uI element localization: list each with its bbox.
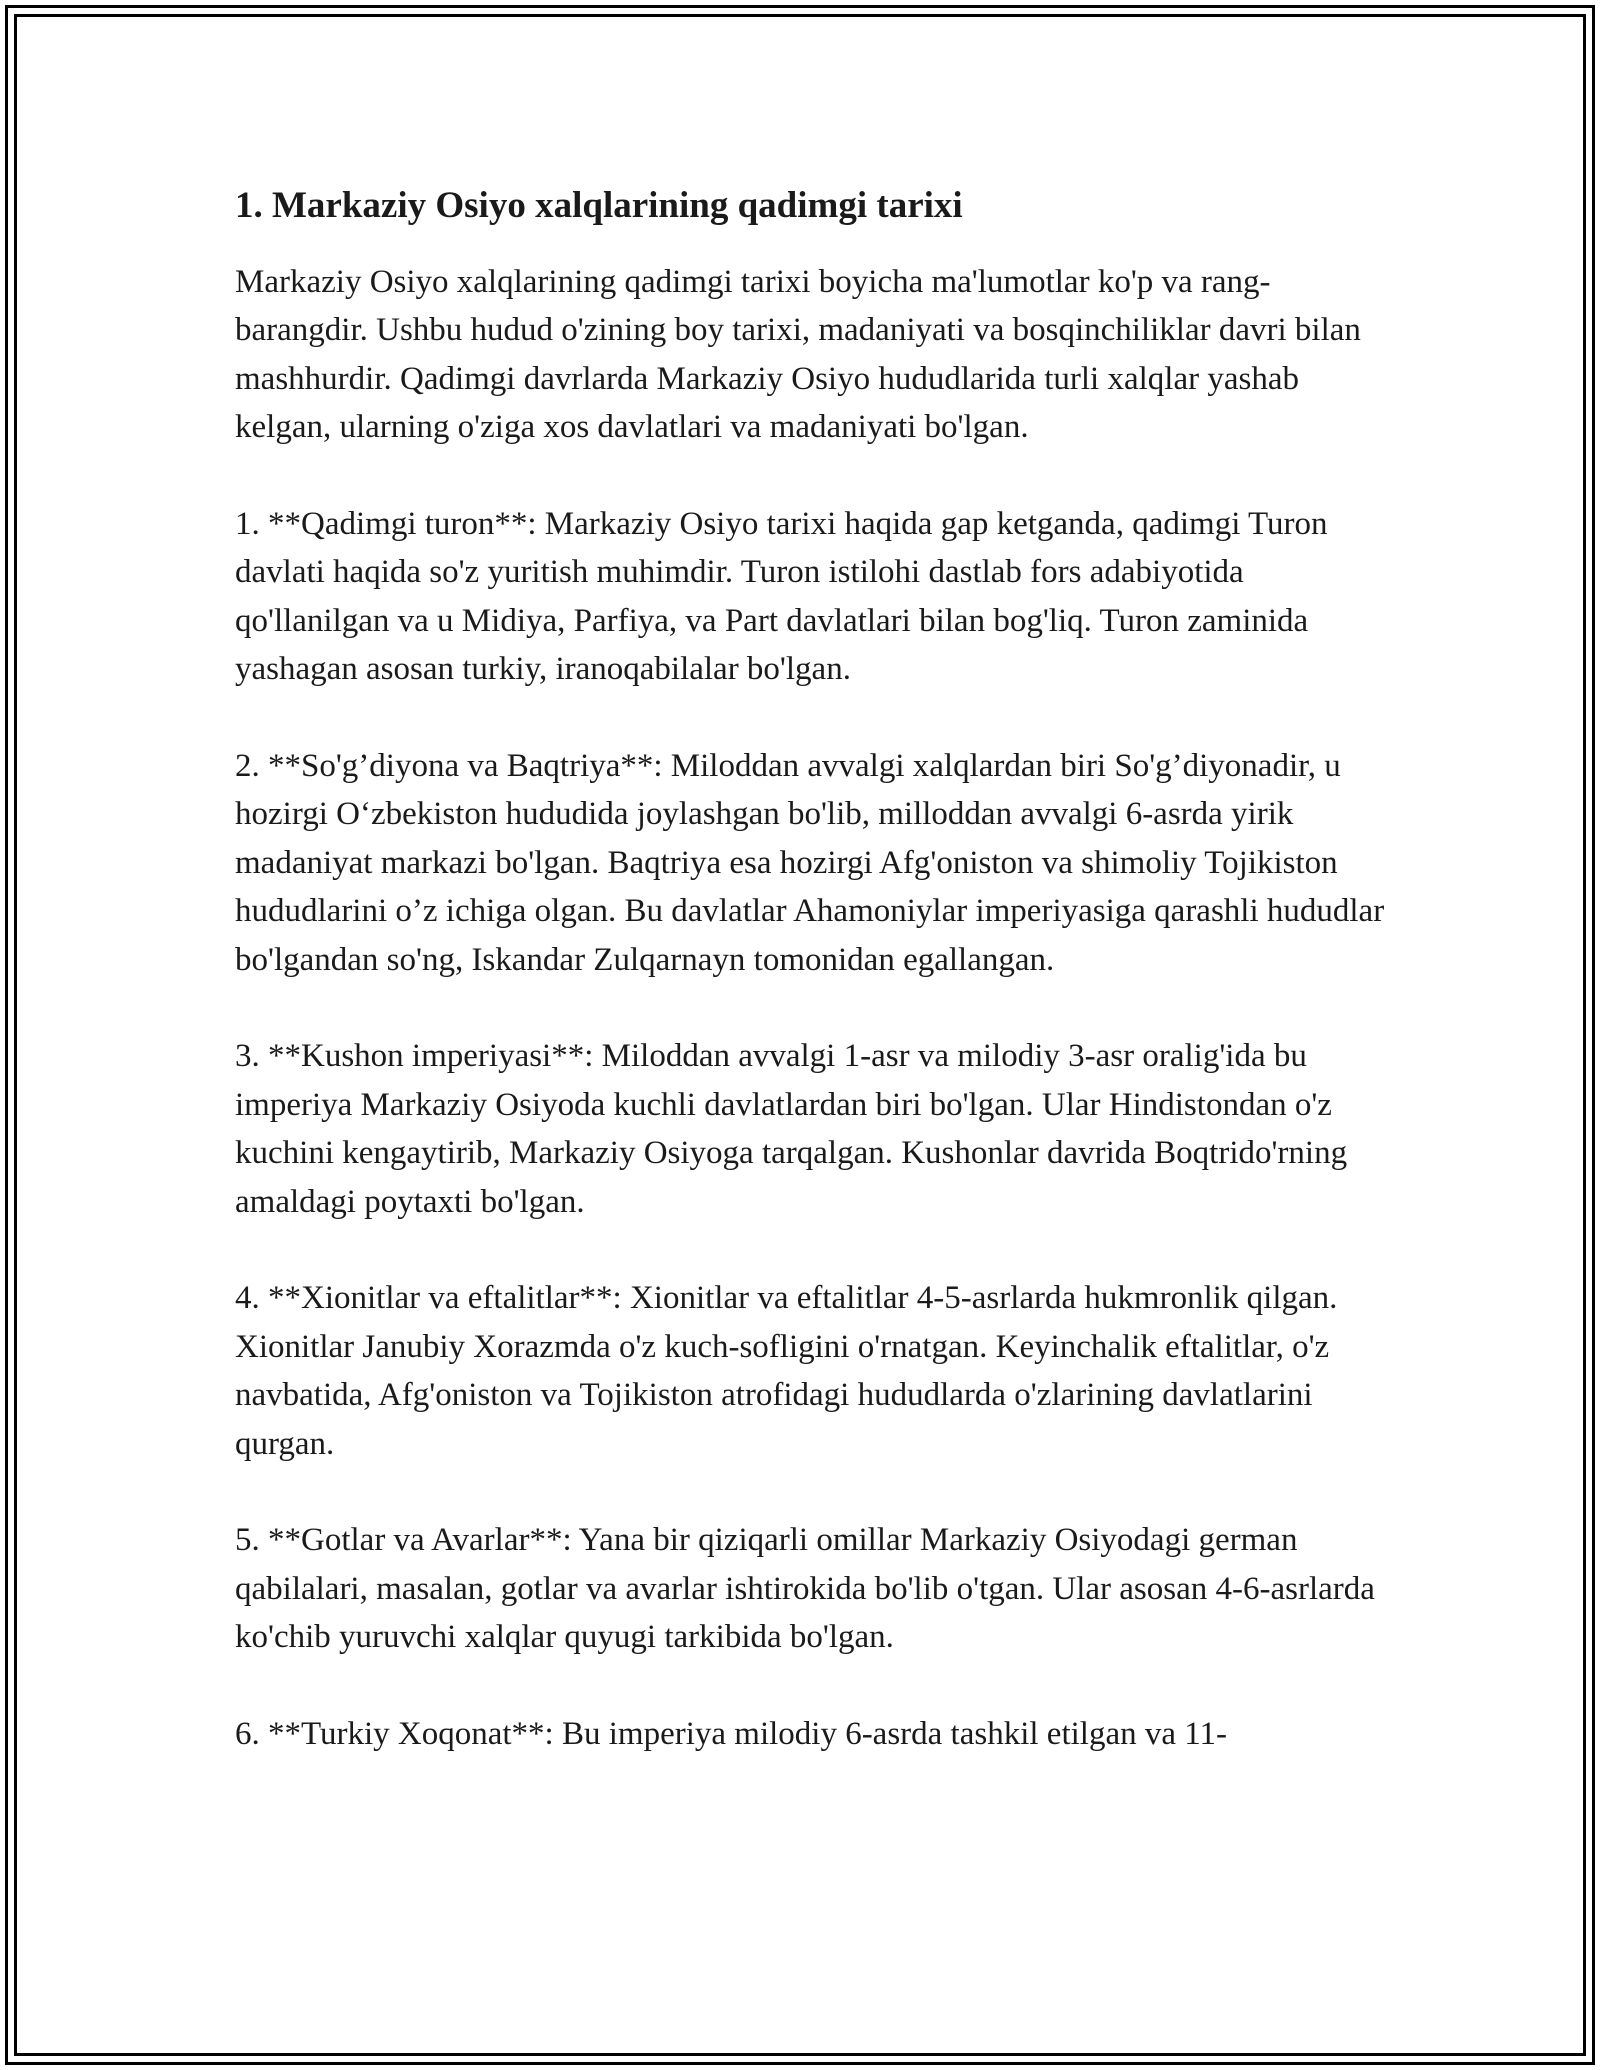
section-sogdiyona-baqtriya: 2. **So'g’diyona va Baqtriya**: Miloddan avvalgi xalqlardan biri So'g’diyonadir, u hozirgi O‘zbekiston hududida joylashgan bo'lib, milloddan avvalgi 6-asrda yirik madaniyat markazi bo'lgan. Baqtriya esa hozirgi Afg'oniston va shimoliy Tojikiston hududlarini o’z ichiga olgan. Bu davlatlar Ahamoniylar imperiyasiga qarashli hududlar bo'lgandan so'ng, Iskandar Zulqarnayn tomonidan egallangan. [235,747,1385,978]
section-turkiy-xoqonat: 6. **Turkiy Xoqonat**: Bu imperiya milodiy 6-asrda tashkil etilgan va 11- [235,1715,1228,1752]
section-xionitlar-eftalitlar: 4. **Xionitlar va eftalitlar**: Xionitlar va eftalitlar 4-5-asrlarda hukmronlik qilgan. Xionitlar Janubiy Xorazmda o'z kuch-sofligini o'rnatgan. Keyinchalik eftalitlar, o'z navbatida, Afg'oniston va Tojikiston atrofidagi hududlarda o'zlarining davlatlarini qurgan. [235,1280,1338,1462]
section-gotlar-avarlar: 5. **Gotlar va Avarlar**: Yana bir qiziqarli omillar Markaziy Osiyodagi german qabilalari, masalan, gotlar va avarlar ishtirokida bo'lib o'tgan. Ular asosan 4-6-asrlarda ko'chib yuruvchi xalqlar quyugi tarkibida bo'lgan. [235,1522,1375,1656]
section-qadimgi-turon: 1. **Qadimgi turon**: Markaziy Osiyo tarixi haqida gap ketganda, qadimgi Turon davlati haqida so'z yuritish muhimdir. Turon istilohi dastlab fors adabiyotida qo'llanilgan va u Midiya, Parfiya, va Part davlatlari bilan bog'liq. Turon zaminida yashagan asosan turkiy, iranoqabilalar bo'lgan. [235,505,1328,688]
document-page [235,180,1385,1758]
section-kushon-imperiyasi: 3. **Kushon imperiyasi**: Miloddan avvalgi 1-asr va milodiy 3-asr oralig'ida bu imperiya Markaziy Osiyoda kuchli davlatlardan biri bo'lgan. Ular Hindistondan o'z kuchini kengaytirib, Markaziy Osiyoga tarqalgan. Kushonlar davrida Boqtrido'rning amaldagi poytaxti bo'lgan. [235,1038,1348,1220]
intro-paragraph: Markaziy Osiyo xalqlarining qadimgi tarixi boyicha ma'lumotlar ko'p va rang-barangdir. Ushbu hudud o'zining boy tarixi, madaniyati va bosqinchiliklar davri bilan mashhurdir. Qadimgi davrlarda Markaziy Osiyo hududlarida turli xalqlar yashab kelgan, ularning o'ziga xos davlatlari va madaniyati bo'lgan. [235,263,1361,446]
document-title: 1. Markaziy Osiyo xalqlarining qadimgi tarixi [235,185,963,226]
